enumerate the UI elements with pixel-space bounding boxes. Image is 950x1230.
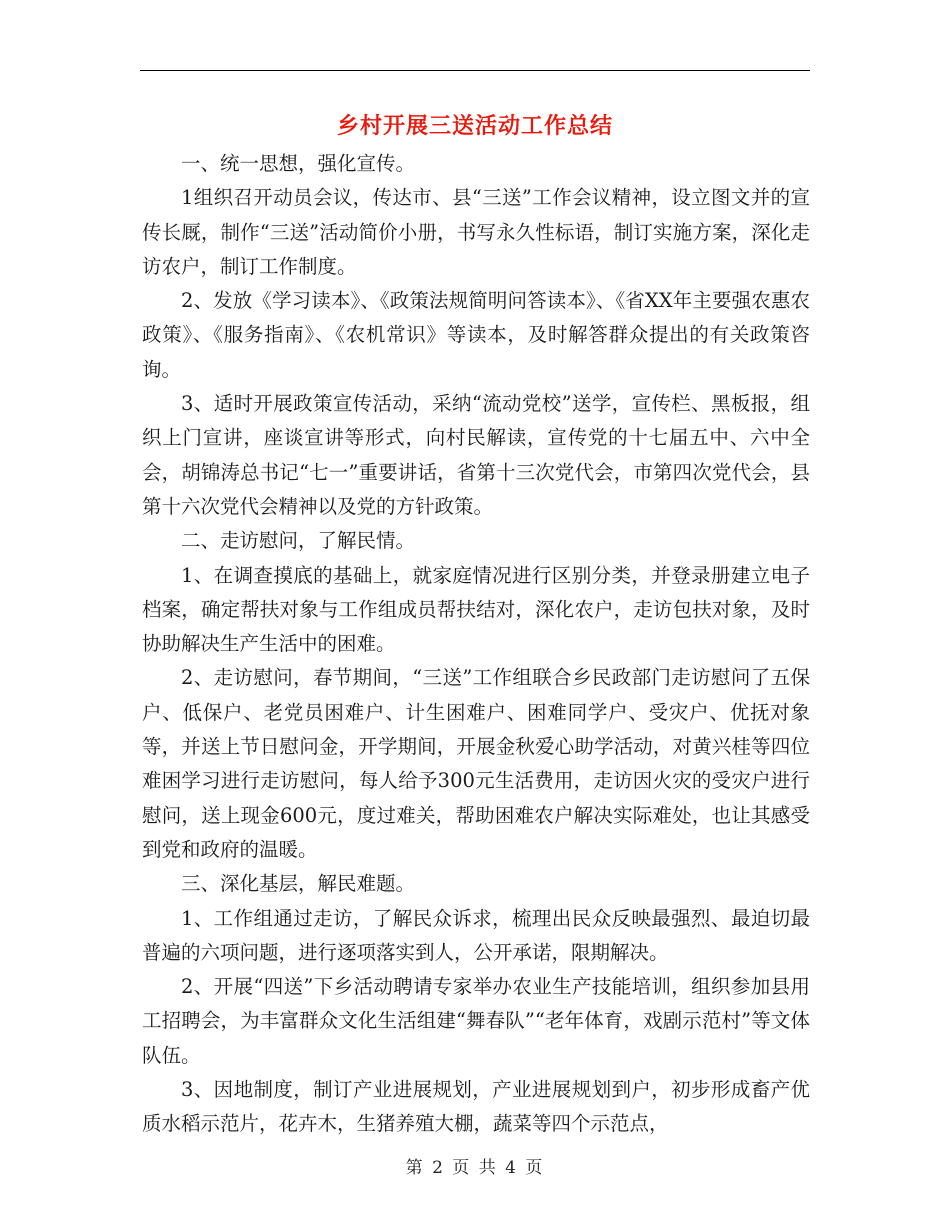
paragraph-1-1: 1组织召开动员会议，传达市、县“三送”工作会议精神，设立图文并的宣传长厩，制作“三送”活动简价小册，书写永久性标语，制订实施方案，深化走访农户，制订工作制度。 [142,186,810,278]
page-number-footer: 第 2 页 共 4 页 [405,1158,545,1178]
section-heading-2: 二、走访慰问，了解民情。 [181,529,416,553]
paragraph-2-2: 2、走访慰问，春节期间，“三送”工作组联合乡民政部门走访慰问了五保户、低保户、老党员困难户、计生困难户、困难同学户、受灾户、优抚对象等，并送上节日慰问金，开学期间，开展金秋爱心助学活动，对黄兴桂等四位难困学习进行走访慰问，每人给予300元生活费用，走访因火灾的受灾户进行慰问，送上现金600元，度过难关，帮助困难农户解决实际难处，也让其感受到党和政府的温暖。 [142,666,810,861]
document-body [142,147,810,1142]
paragraph-1-3: 3、适时开展政策宣传活动，采纳“流动党校”送学，宣传栏、黑板报，组织上门宣讲，座谈宣讲等形式，向村民解读，宣传党的十七届五中、六中全会，胡锦涛总书记“七一”重要讲话，省第十三次党代会，市第四次党代会，县第十六次党代会精神以及党的方针政策。 [142,392,810,518]
section-heading-1: 一、统一思想，强化宣传。 [181,152,416,175]
paragraph-2-1: 1、在调查摸底的基础上，就家庭情况进行区别分类，并登录册建立电子档案，确定帮扶对象与工作组成员帮扶结对，深化农户，走访包扶对象，及时协助解决生产生活中的困难。 [142,563,810,656]
section-heading-3: 三、深化基层，解民难题。 [181,872,416,896]
document-title: 乡村开展三送活动工作总结 [336,113,613,139]
paragraph-1-2: 2、发放《学习读本》、《政策法规简明问答读本》、《省XX年主要强农惠农政策》、《服务指南》、《农机常识》等读本，及时解答群众提出的有关政策咨询。 [142,289,810,381]
header-rule [140,70,810,71]
paragraph-3-3: 3、因地制度，制订产业进展规划，产业进展规划到户，初步形成畜产优质水稻示范片，花卉木，生猪养殖大棚，蔬菜等四个示范点， [142,1078,810,1136]
paragraph-3-1: 1、工作组通过走访，了解民众诉求，梳理出民众反映最强烈、最迫切最普遍的六项问题，进行逐项落实到人，公开承诺，限期解决。 [142,906,810,964]
paragraph-3-2: 2、开展“四送”下乡活动聘请专家举办农业生产技能培训，组织参加县用工招聘会，为丰富群众文化生活组建“舞春队”“老年体育，戏剧示范村”等文体队伍。 [142,975,810,1067]
